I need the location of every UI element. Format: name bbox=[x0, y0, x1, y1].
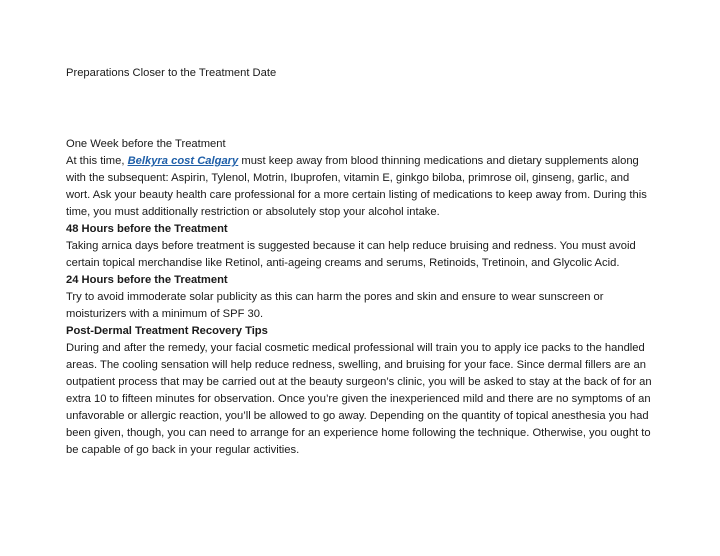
section-text-48-hours: Taking arnica days before treatment is suggested because it can help reduce bruising and redness. You must avoid certain topical merchandise like Retinol, anti-ageing creams and serums, Retinoids, Tretinoin, and Glycolic Acid. bbox=[66, 240, 636, 269]
document-title: Preparations Closer to the Treatment Date bbox=[66, 67, 277, 79]
section-text-recovery: During and after the remedy, your facial cosmetic medical professional will train you to apply ice packs to the handled areas. The cooling sensation will help reduce redness, swelling, and bruising for your face. Since dermal fillers are an outpatient process that may be carried out at the beauty surgeon’s clinic, you will be asked to stay at the back of for an extra 10 to fifteen minutes for observation. Once you’re given the inexperienced mild and there are no symptoms of an unfavorable or allergic reaction, you’ll be allowed to go away. Depending on the quantity of topical anesthesia you had been given, though, you can need to arrange for an experience home following the technique. Otherwise, you ought to be capable of go back in your regular activities. bbox=[66, 342, 652, 456]
section-text-24-hours: Try to avoid immoderate solar publicity as this can harm the pores and skin and ensure to wear sunscreen or moisturizers with a minimum of SPF 30. bbox=[66, 291, 604, 320]
text-before-link: At this time, bbox=[66, 155, 128, 167]
belkyra-cost-link[interactable]: Belkyra cost Calgary bbox=[127, 155, 239, 167]
document-body bbox=[66, 136, 656, 459]
section-heading-recovery: Post-Dermal Treatment Recovery Tips bbox=[66, 325, 268, 337]
section-text-one-week bbox=[66, 153, 656, 221]
section-heading-24-hours: 24 Hours before the Treatment bbox=[66, 274, 228, 286]
text-after-link: must keep away from blood thinning medications and dietary supplements along with the subsequent: Aspirin, Tylenol, Motrin, Ibuprofen, vitamin E, ginkgo biloba, primrose oil, ginseng, garlic, and wort. Ask your beauty health care professional for a more certain listing of medications to keep away from. During this time, you must additionally restriction or absolutely stop your alcohol intake. bbox=[66, 155, 647, 218]
section-heading-one-week: One Week before the Treatment bbox=[66, 138, 226, 150]
section-heading-48-hours: 48 Hours before the Treatment bbox=[66, 223, 228, 235]
